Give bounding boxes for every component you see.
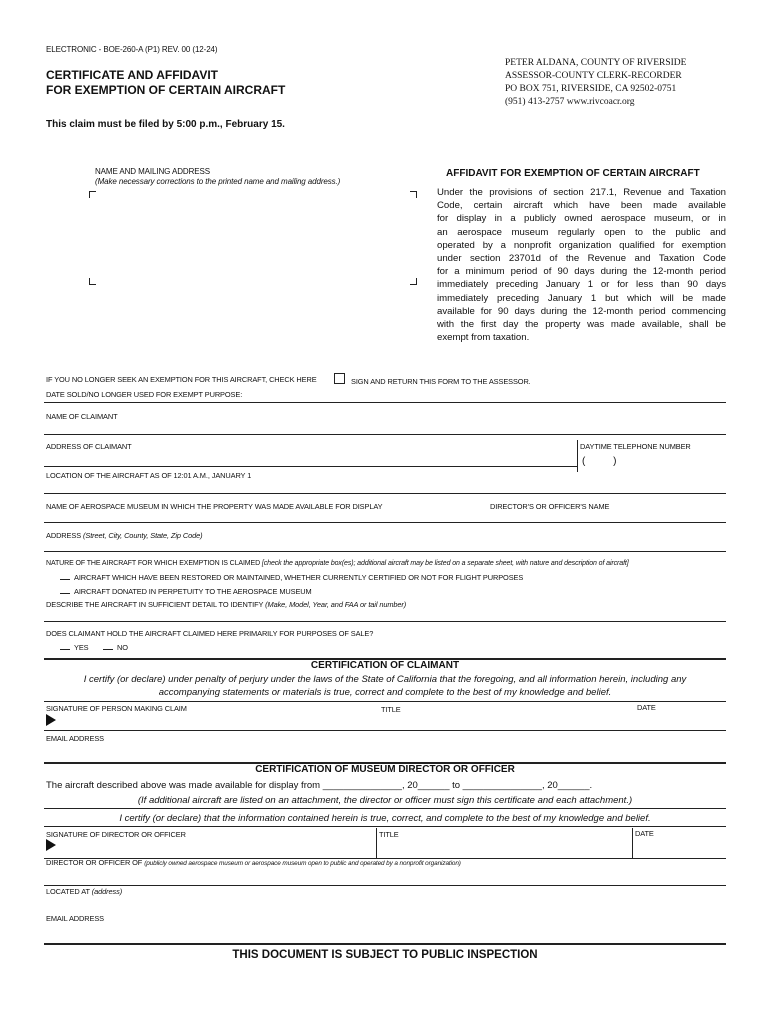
director-signature-label: SIGNATURE OF DIRECTOR OR OFFICER [46, 830, 186, 839]
date-sold-field[interactable] [260, 388, 720, 399]
checkbox-blank[interactable] [103, 643, 113, 650]
assessor-office: ASSESSOR-COUNTY CLERK-RECORDER [505, 71, 682, 81]
sale-question: DOES CLAIMANT HOLD THE AIRCRAFT CLAIMED HERE PRIMARILY FOR PURPOSES OF SALE? [46, 629, 374, 638]
director-of-text: DIRECTOR OR OFFICER OF [46, 858, 143, 867]
assessor-contact: (951) 413-2757 www.rivcoacr.org [505, 97, 635, 107]
claimant-cert-line1: I certify (or declare) under penalty of perjury under the laws of the State of California that the foregoing, and all information herein, including any [83, 674, 687, 685]
claimant-date-label: DATE [637, 703, 656, 712]
field-divider [376, 828, 377, 858]
affidavit-line: operated by a nonprofit organization qualified for exemption [437, 239, 726, 251]
describe-aircraft-label [46, 600, 406, 609]
checkbox-blank[interactable] [60, 587, 70, 594]
nature-question [46, 560, 629, 567]
claimant-cert-heading: CERTIFICATION OF CLAIMANT [310, 660, 460, 671]
affidavit-line: under section 23701d of the Revenue and Taxation Code [437, 253, 726, 265]
form-title-line1: CERTIFICATE AND AFFIDAVIT [46, 68, 218, 82]
address-note: (Street, City, County, State, Zip Code) [83, 531, 203, 540]
director-date-field[interactable] [635, 839, 725, 854]
phone-divider [577, 440, 578, 472]
assessor-name: PETER ALDANA, COUNTY OF RIVERSIDE [505, 58, 687, 68]
affidavit-line: Code, certain aircraft which have been made available [437, 200, 726, 212]
divider [44, 885, 726, 886]
address-corner-bottom-right [410, 278, 417, 285]
director-of-note: (publicly owned aerospace museum or aerospace museum open to public and operated by a nonprofit organization) [144, 860, 461, 867]
filing-deadline: This claim must be filed by 5:00 p.m., February 15. [46, 119, 285, 130]
museum-cert-statement: I certify (or declare) that the information contained herein is true, correct, and complete to the best of my knowledge and belief. [119, 813, 651, 824]
divider [44, 826, 726, 827]
claimant-email-field[interactable] [46, 743, 726, 757]
assessor-po-box: PO BOX 751, RIVERSIDE, CA 92502-0751 [505, 84, 677, 94]
located-at-label [46, 887, 122, 896]
sign-here-arrow-icon [46, 839, 56, 851]
claimant-email-label: EMAIL ADDRESS [46, 734, 104, 743]
affidavit-line: available for 90 days during the 12-month period commencing [437, 305, 726, 317]
claimant-title-field[interactable] [381, 713, 631, 727]
divider [44, 551, 726, 552]
affidavit-line: with the first day the property was made available, shall be [437, 319, 726, 331]
sale-yes-label: YES [74, 643, 89, 652]
nature-option-restored-label: AIRCRAFT WHICH HAVE BEEN RESTORED OR MAINTAINED, WHETHER CURRENTLY CERTIFIED OR NOT FOR FLIGHT PURPOSES [74, 573, 524, 582]
address-corner-bottom-left [89, 278, 96, 285]
no-longer-text: IF YOU NO LONGER SEEK AN EXEMPTION FOR THIS AIRCRAFT, CHECK HERE [46, 375, 317, 384]
affidavit-line: immediately preceding January 1 but which will be made [437, 292, 726, 304]
located-at-text: LOCATED AT [46, 887, 90, 896]
mailing-address-note: (Make necessary corrections to the printed name and mailing address.) [95, 177, 341, 186]
divider [44, 434, 726, 435]
section-divider [44, 943, 726, 945]
mailing-address-label: NAME AND MAILING ADDRESS [95, 167, 210, 176]
claimant-name-label: NAME OF CLAIMANT [46, 412, 118, 421]
describe-aircraft-field[interactable] [46, 609, 726, 620]
director-title-label: TITLE [379, 830, 399, 839]
director-title-field[interactable] [379, 839, 629, 854]
located-at-field[interactable] [46, 896, 726, 908]
museum-cert-heading: CERTIFICATION OF MUSEUM DIRECTOR OR OFFICER [255, 764, 515, 775]
museum-address-field[interactable] [46, 540, 726, 550]
director-of-label [46, 858, 461, 867]
checkbox-blank[interactable] [60, 643, 70, 650]
affidavit-line: immediately preceding January 1 or for less than 90 days [437, 279, 726, 291]
mailing-address-field[interactable] [96, 198, 408, 276]
public-inspection-notice: THIS DOCUMENT IS SUBJECT TO PUBLIC INSPECTION [232, 949, 538, 961]
no-longer-checkbox[interactable] [334, 373, 345, 384]
director-signature-field[interactable] [60, 839, 372, 854]
director-email-field[interactable] [46, 924, 726, 940]
museum-name-label: NAME OF AEROSPACE MUSEUM IN WHICH THE PROPERTY WAS MADE AVAILABLE FOR DISPLAY [46, 502, 383, 511]
sale-no-label: NO [117, 643, 128, 652]
director-date-label: DATE [635, 829, 654, 838]
claimant-name-field[interactable] [46, 421, 726, 432]
affidavit-line: for a minimum period of 90 days during the 12-month period [437, 266, 726, 278]
affidavit-text [437, 186, 726, 344]
claimant-address-label: ADDRESS OF CLAIMANT [46, 442, 132, 451]
nature-option-restored[interactable] [60, 573, 523, 582]
claimant-title-label: TITLE [381, 705, 401, 714]
divider [44, 402, 726, 403]
affidavit-heading: AFFIDAVIT FOR EXEMPTION OF CERTAIN AIRCRAFT [446, 168, 700, 179]
address-label: ADDRESS [46, 531, 82, 540]
nature-option-donated[interactable] [60, 587, 312, 596]
divider [44, 621, 726, 622]
describe-note: (Make, Model, Year, and FAA or tail number) [265, 600, 407, 609]
describe-label: DESCRIBE THE AIRCRAFT IN SUFFICIENT DETAIL TO IDENTIFY [46, 600, 264, 609]
museum-name-field[interactable] [46, 511, 726, 521]
director-of-field[interactable] [46, 868, 726, 882]
location-field[interactable] [46, 481, 726, 492]
sale-yes-option[interactable] [60, 643, 89, 652]
museum-cert-display-period[interactable]: The aircraft described above was made available for display from _______________, 20______ to _______________, 20______. [46, 780, 593, 791]
form-code: ELECTRONIC - BOE-260-A (P1) REV. 00 (12-24) [46, 45, 218, 54]
date-sold-label: DATE SOLD/NO LONGER USED FOR EXEMPT PURPOSE: [46, 390, 243, 399]
daytime-phone-label: DAYTIME TELEPHONE NUMBER [580, 442, 691, 451]
claimant-address-field[interactable] [46, 451, 574, 463]
form-title-line2: FOR EXEMPTION OF CERTAIN AIRCRAFT [46, 83, 286, 97]
nature-label: NATURE OF THE AIRCRAFT FOR WHICH EXEMPTION IS CLAIMED [46, 560, 261, 567]
nature-note: [check the appropriate box(es); additional aircraft may be listed on a separate sheet, with nature and description of aircraft] [261, 560, 629, 567]
affidavit-line: Under the provisions of section 217.1, Revenue and Taxation [437, 187, 726, 198]
museum-address-label [46, 531, 202, 540]
director-email-label: EMAIL ADDRESS [46, 914, 104, 923]
divider [44, 522, 726, 523]
claimant-date-field[interactable] [637, 713, 725, 727]
affidavit-line: for display in a publicly owned aerospace museum, or in [437, 213, 726, 225]
claimant-cert-line2: accompanying statements or materials is true, correct and complete to the best of my knowledge and belief. [158, 687, 612, 698]
no-longer-return-text: SIGN AND RETURN THIS FORM TO THE ASSESSOR. [351, 377, 531, 386]
address-corner-top-left [89, 191, 96, 198]
sale-no-option[interactable] [103, 643, 128, 652]
daytime-phone-field[interactable]: ( ) [582, 456, 617, 467]
claimant-signature-label: SIGNATURE OF PERSON MAKING CLAIM [46, 704, 187, 713]
field-divider [632, 828, 633, 858]
director-name-label: DIRECTOR'S OR OFFICER'S NAME [490, 502, 610, 511]
form-title [46, 68, 285, 98]
affidavit-line: exempt from taxation. [437, 332, 530, 344]
address-corner-top-right [410, 191, 417, 198]
divider [44, 808, 726, 809]
located-at-note: (address) [91, 887, 123, 896]
divider [44, 466, 577, 467]
claimant-signature-field[interactable] [60, 713, 370, 727]
affidavit-line: an aerospace museum regularly open to the public and [437, 226, 726, 238]
sign-here-arrow-icon [46, 714, 56, 726]
nature-option-donated-label: AIRCRAFT DONATED IN PERPETUITY TO THE AEROSPACE MUSEUM [74, 587, 312, 596]
assessor-address-block [505, 57, 686, 109]
location-label: LOCATION OF THE AIRCRAFT AS OF 12:01 A.M., JANUARY 1 [46, 471, 252, 480]
divider [44, 730, 726, 731]
divider [44, 493, 726, 494]
divider [44, 701, 726, 702]
checkbox-blank[interactable] [60, 573, 70, 580]
museum-cert-attachment-note: (If additional aircraft are listed on an attachment, the director or officer must sign this certificate and each attachment.) [137, 795, 633, 806]
